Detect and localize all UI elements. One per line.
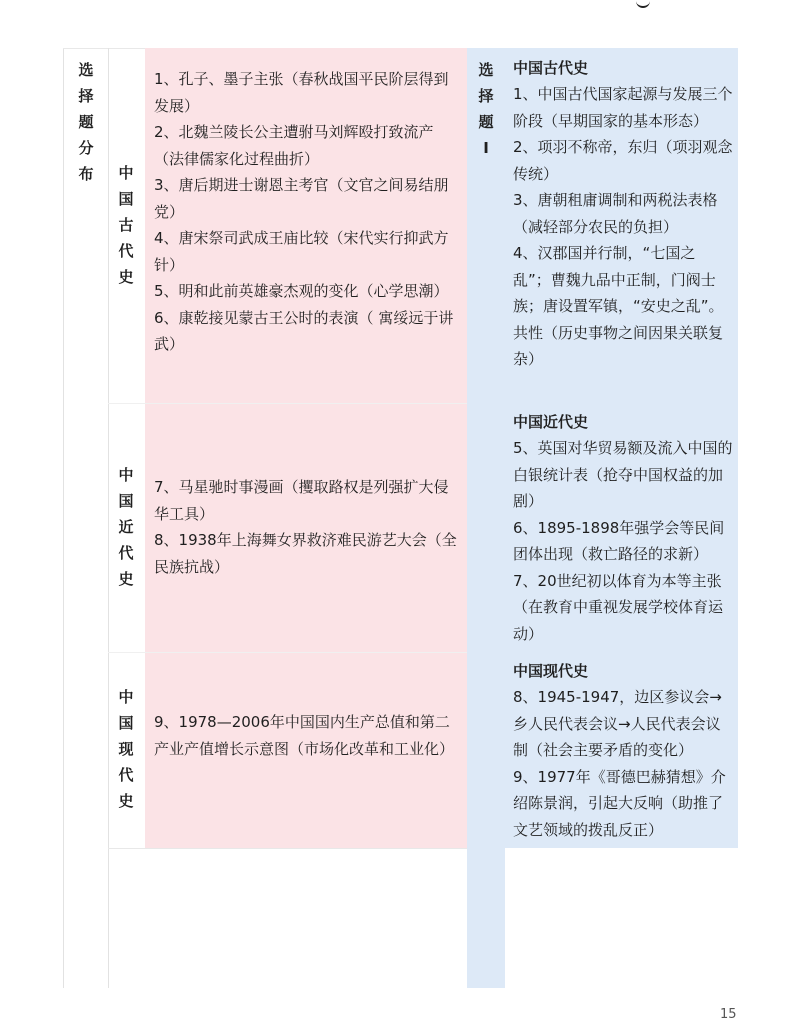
list-item: 2、项羽不称帝，东归（项羽观念传统） bbox=[513, 138, 733, 183]
list-item: 4、唐宋祭司武成王庙比较（宋代实行抑武方针） bbox=[154, 229, 449, 274]
list-item: 3、唐后期进士谢恩主考官（文官之间易结朋党） bbox=[154, 176, 449, 221]
list-item: 1、孔子、墨子主张（春秋战国平民阶层得到发展） bbox=[154, 70, 449, 115]
left-contemporary-list bbox=[154, 709, 460, 762]
right-title-background bbox=[467, 48, 505, 988]
column-divider-1 bbox=[108, 48, 109, 988]
table-left-border bbox=[63, 48, 64, 988]
list-item: 5、明和此前英雄豪杰观的变化（心学思潮） bbox=[154, 282, 449, 300]
row-divider-2 bbox=[108, 652, 467, 653]
left-ancient-list bbox=[154, 66, 460, 358]
section-heading: 中国现代史 bbox=[513, 662, 589, 680]
section-label-ancient: 中国古代史 bbox=[118, 164, 134, 286]
list-item: 1、中国古代国家起源与发展三个阶段（早期国家的基本形态） bbox=[513, 85, 733, 130]
list-item: 8、1945-1947，边区参议会→乡人民代表会议→人民代表会议制（社会主要矛盾的变化） bbox=[513, 688, 722, 759]
left-column-title: 选择题分布 bbox=[78, 61, 94, 183]
list-item: 6、1895-1898年强学会等民间团体出现（救亡路径的求新） bbox=[513, 518, 725, 563]
list-item: 8、1938年上海舞女界救济难民游艺大会（全民族抗战） bbox=[154, 531, 457, 576]
list-item: 9、1977年《哥德巴赫猜想》介绍陈景润，引起大反响（助推了文艺领域的拨乱反正） bbox=[513, 767, 726, 839]
section-heading: 中国古代史 bbox=[513, 59, 589, 77]
right-ancient-section bbox=[513, 55, 733, 373]
list-item: 3、唐朝租庸调制和两税法表格（减轻部分农民的负担） bbox=[513, 191, 718, 236]
right-contemporary-section bbox=[513, 658, 733, 843]
right-modern-section bbox=[513, 409, 733, 647]
section-label-contemporary: 中国现代史 bbox=[118, 688, 134, 810]
list-item: 5、英国对华贸易额及流入中国的白银统计表（抢夺中国权益的加剧） bbox=[513, 439, 733, 510]
list-item: 7、马星驰时事漫画（攫取路权是列强扩大侵华工具） bbox=[154, 478, 449, 523]
list-item: 9、1978—2006年中国国内生产总值和第二产业产值增长示意图（市场化改革和工业化） bbox=[154, 713, 455, 758]
list-item: 6、康乾接见蒙古王公时的表演（ 寓绥远于讲武） bbox=[154, 308, 454, 353]
list-item: 7、20世纪初以体育为本等主张（在教育中重视发展学校体育运动） bbox=[513, 571, 724, 643]
page-number: 15 bbox=[720, 1007, 737, 1022]
row-divider-3 bbox=[108, 848, 467, 849]
right-column-title: 选择题Ⅰ bbox=[478, 61, 494, 157]
top-decoration bbox=[636, 0, 650, 8]
list-item: 4、汉郡国并行制，“七国之乱”；曹魏九品中正制，门阀士族；唐设置军镇，“安史之乱”。共性（历史事物之间因果关联复杂） bbox=[513, 244, 724, 368]
list-item: 2、北魏兰陵长公主遭驸马刘辉殴打致流产（法律儒家化过程曲折） bbox=[154, 123, 434, 168]
section-heading: 中国近代史 bbox=[513, 413, 589, 431]
left-modern-list bbox=[154, 474, 460, 580]
row-divider-1 bbox=[108, 403, 467, 404]
section-label-modern: 中国近代史 bbox=[118, 466, 134, 588]
